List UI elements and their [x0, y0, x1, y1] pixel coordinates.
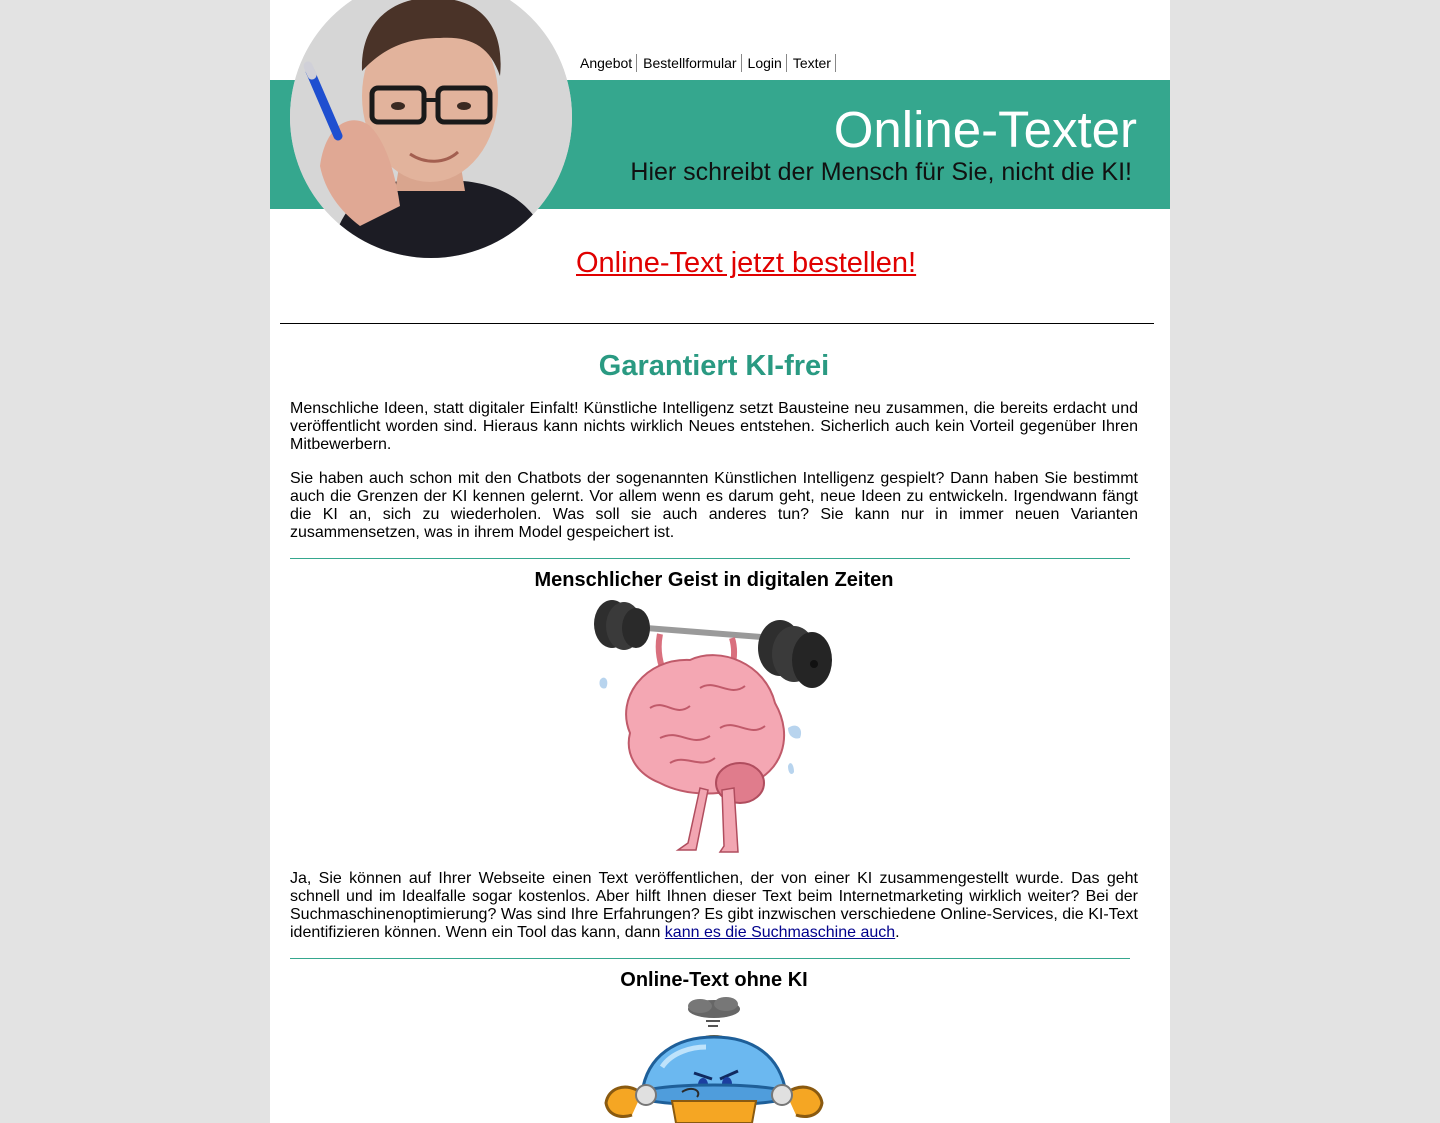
nav-item-angebot[interactable]: Angebot — [580, 54, 637, 72]
page — [270, 0, 1170, 1123]
brain-lifting-barbell-icon — [590, 598, 840, 859]
section-paragraph-text: Ja, Sie können auf Ihrer Webseite einen Text veröffentlichen, der von einer KI zusammengestellt wurde. Das geht schnell und im Idealfalle sogar kostenlos. Aber hilft Ihnen dieser Text beim Internetmarketing wirklich weiter? Bei der Suchmaschinenoptimierung? Was sind Ihre Erfahrungen? Es gibt inzwischen verschiedene Online-Services, die KI-Text identifizieren können. Wenn ein Tool das kann, dann — [290, 870, 1138, 941]
search-engine-link[interactable]: kann es die Suchmaschine auch — [664, 924, 896, 941]
intro-paragraph-1: Menschliche Ideen, statt digitaler Einfalt! Künstliche Intelligenz setzt Bausteine neu zusammen, die bereits erdacht und veröffentlicht worden sind. Hieraus kann nichts wirklich Neues entstehen. Sicherlich auch kein Vorteil gegenüber Ihren Mitbewerbern. — [290, 400, 1138, 453]
site-subtitle: Hier schreibt der Mensch für Sie, nicht die KI! — [630, 158, 1132, 186]
section-heading-human-mind: Menschlicher Geist in digitalen Zeiten — [534, 569, 894, 591]
section-paragraph-ai-text — [290, 870, 1138, 942]
section-divider-2 — [290, 958, 1130, 959]
page-heading: Garantiert KI-frei — [598, 350, 830, 382]
section-divider — [290, 558, 1130, 559]
section-heading-no-ai: Online-Text ohne KI — [620, 969, 808, 991]
site-title: Online-Texter — [833, 101, 1137, 158]
nav-item-bestellformular[interactable]: Bestellformular — [643, 54, 741, 72]
top-navigation — [580, 54, 842, 72]
order-cta-link[interactable]: Online-Text jetzt bestellen! — [576, 247, 917, 279]
divider — [280, 323, 1154, 324]
nav-item-texter[interactable]: Texter — [793, 54, 836, 72]
portrait-image — [290, 0, 572, 258]
nav-item-login[interactable]: Login — [748, 54, 787, 72]
section-paragraph-end: . — [895, 924, 900, 941]
intro-paragraph-2: Sie haben auch schon mit den Chatbots der sogenannten Künstlichen Intelligenz gespielt? Dann haben Sie bestimmt auch die Grenzen der KI kennen gelernt. Vor allem wenn es darum geht, neue Ideen zu entwickeln. Irgendwann fängt die KI an, sich zu wiederholen. Was soll sie auch anderes tun? Sie kann nur in immer neuen Varianten zusammensetzen, was in ihrem Model gespeichert ist. — [290, 470, 1138, 541]
frustrated-robot-icon — [602, 997, 832, 1123]
